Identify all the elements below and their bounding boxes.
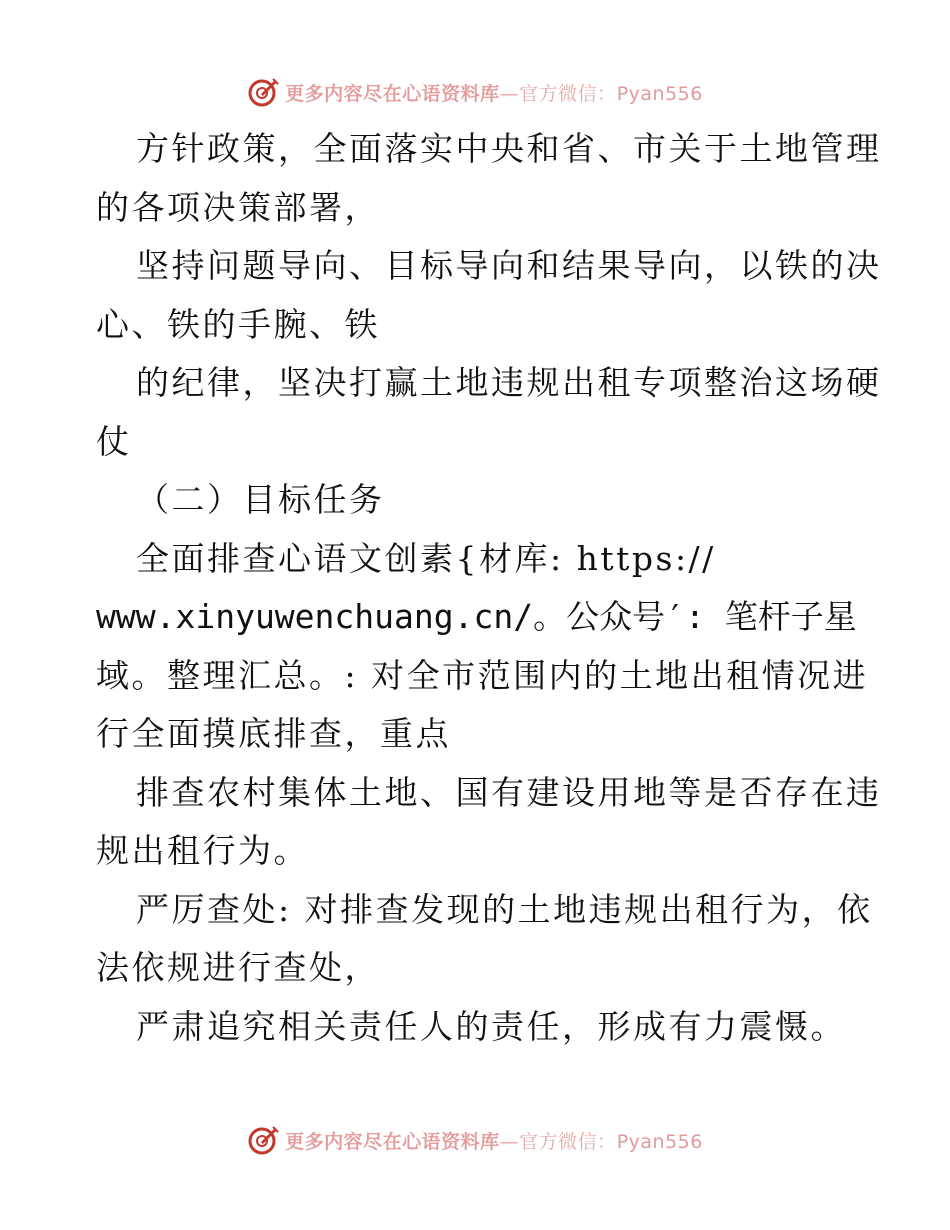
text-line: 排查农村集体土地、国有建设用地等是否存在违 bbox=[136, 772, 882, 812]
text-line: 法依规进行查处， bbox=[96, 948, 380, 987]
watermark-footer bbox=[0, 1120, 950, 1160]
watermark-wechat-id: Pyan556 bbox=[616, 1130, 703, 1153]
watermark-header bbox=[0, 72, 950, 112]
text-line: 行全面摸底排查，重点 bbox=[96, 714, 451, 753]
watermark-cn: 更多内容尽在心语资料库 bbox=[285, 1130, 500, 1153]
text-line: 方针政策，全面落实中央和省、市关于土地管理 bbox=[136, 129, 882, 168]
text-line: 的纪律，坚决打赢土地违规出租专项整治这场硬 bbox=[136, 363, 882, 402]
text-line: 仗 bbox=[96, 421, 132, 461]
watermark-separator: —官方微信： bbox=[499, 1130, 617, 1153]
watermark-cn: 更多内容尽在心语资料库 bbox=[285, 82, 500, 105]
text-line: 心、铁的手腕、铁 bbox=[96, 304, 380, 344]
text-line: （二）目标任务 bbox=[136, 480, 385, 519]
watermark-text bbox=[285, 1127, 703, 1154]
watermark-separator: —官方微信： bbox=[499, 82, 617, 105]
text-line: 全面排查心语文创素{材库: https:// bbox=[136, 538, 716, 578]
pen-logo-icon bbox=[247, 76, 279, 108]
text-line: 严厉查处: 对排查发现的土地违规出租行为，依 bbox=[136, 889, 873, 929]
document-body bbox=[96, 120, 882, 1056]
text-line: 域。整理汇总。: 对全市范围内的土地出租情况进 bbox=[96, 655, 869, 695]
pen-logo-icon bbox=[247, 1124, 279, 1156]
text-line: 坚持问题导向、目标导向和结果导向，以铁的决 bbox=[136, 246, 882, 285]
text-line: www.xinyuwenchuang.cn/。公众号′: 笔杆子星 bbox=[96, 597, 857, 636]
text-line: 规出租行为。 bbox=[96, 831, 309, 870]
text-line: 的各项决策部署， bbox=[96, 187, 380, 227]
watermark-wechat-id: Pyan556 bbox=[616, 82, 703, 105]
text-line: 严肃追究相关责任人的责任，形成有力震慑。 bbox=[136, 1006, 846, 1046]
watermark-text bbox=[285, 79, 703, 106]
